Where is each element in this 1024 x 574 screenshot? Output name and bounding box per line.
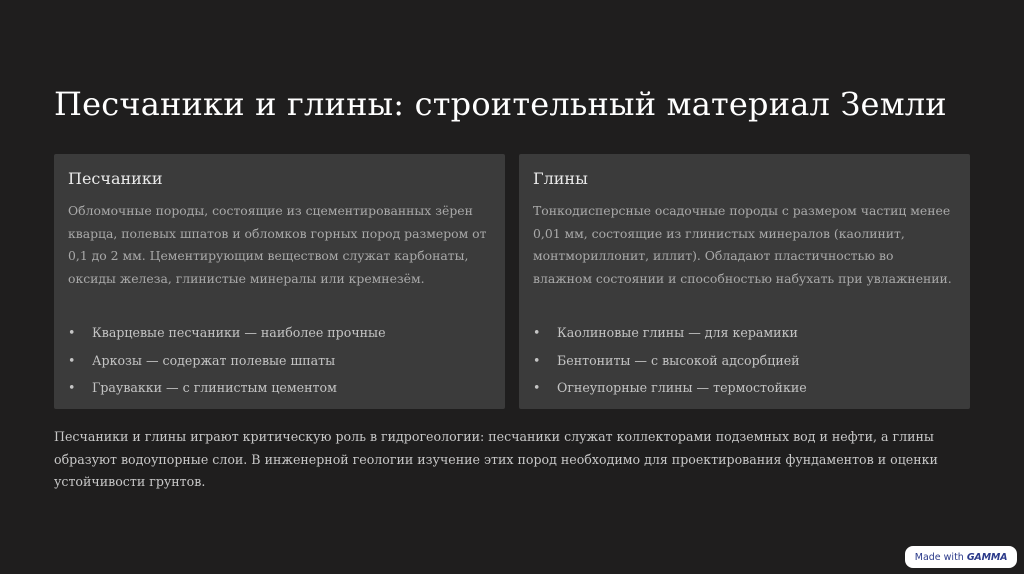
summary-paragraph: Песчаники и глины играют критическую роль в гидрогеологии: песчаники служат коллекторами подземных вод и нефти, а глины образуют водоупорные слои. В инженерной геологии изучение этих пород необходимо для проектирования фундаментов и оценки устойчивости грунтов. [54,429,938,489]
list-item-text: Огнеупорные глины — термостойкие [557,380,807,395]
bullet-list [533,319,960,402]
card-title: Песчаники [68,169,163,188]
page-title: Песчаники и глины: строительный материал Земли [54,85,947,123]
bullet-icon: • [68,325,76,340]
card-title: Глины [533,169,588,188]
list-item-text: Кварцевые песчаники — наиболее прочные [92,325,386,340]
bullet-icon: • [68,380,76,395]
list-item-text: Аркозы — содержат полевые шпаты [92,352,336,368]
card-sandstones [54,154,505,409]
card-clays [519,154,970,409]
list-item [533,347,960,375]
list-item-text: Граувакки — с глинистым цементом [92,380,337,395]
gamma-logo: GAMMA [966,551,1008,563]
bullet-list [68,319,495,402]
bullet-icon: • [533,352,541,368]
list-item-text: Каолиновые глины — для керамики [557,325,798,340]
list-item [68,374,495,402]
list-item [68,347,495,375]
list-item [533,319,960,347]
badge-prefix: Made with [914,551,964,563]
card-description: Обломочные породы, состоящие из сцементированных зёрен кварца, полевых шпатов и обломков горных пород размером от 0,1 до 2 мм. Цементирующим веществом служат карбонаты, оксиды железа, глинистые минералы или кремнезём. [68,203,487,286]
bullet-icon: • [533,380,541,395]
list-item [68,319,495,347]
list-item [533,374,960,402]
list-item-text: Бентониты — с высокой адсорбцией [557,352,800,368]
bullet-icon: • [533,325,541,340]
card-description: Тонкодисперсные осадочные породы с размером частиц менее 0,01 мм, состоящие из глинистых минералов (каолинит, монтмориллонит, иллит). Обладают пластичностью во влажном состоянии и способностью набухать при увлажнении. [533,203,952,286]
made-with-gamma-badge[interactable] [905,546,1017,568]
bullet-icon: • [68,352,76,368]
